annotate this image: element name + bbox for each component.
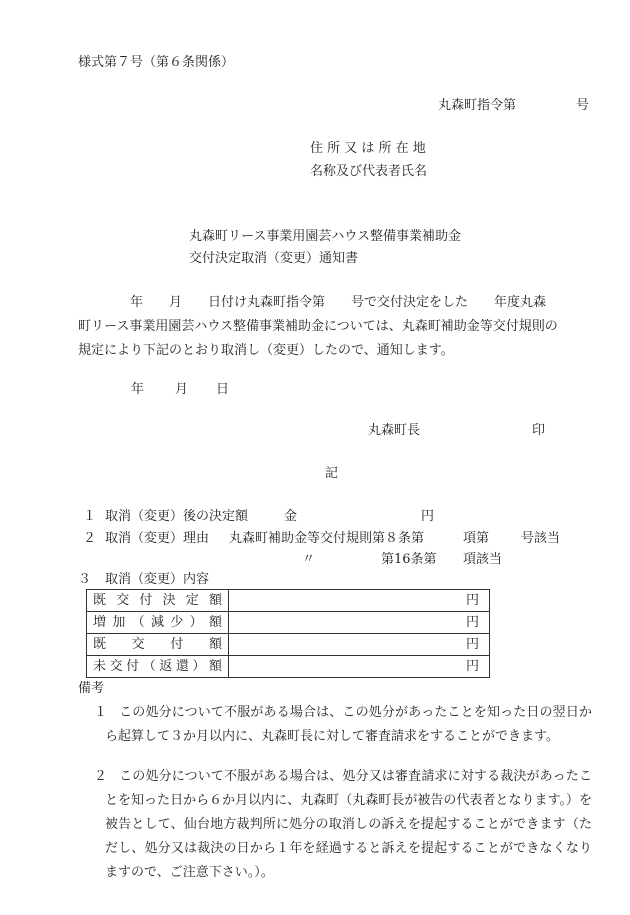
date-month: 月 bbox=[175, 382, 189, 397]
item1-yen: 円 bbox=[421, 509, 435, 524]
body-line-1: 年 月 日付け丸森町指令第 号で交付決定をした 年度丸森 bbox=[78, 295, 547, 310]
table-row bbox=[87, 590, 490, 612]
item1-number: １ bbox=[83, 509, 97, 524]
date-year: 年 bbox=[131, 382, 145, 397]
note1-body: この処分について不服がある場合は、この処分があったことを知った日の翌日から起算して３か月以内に、丸森町長に対して審査請求をすることができます。 bbox=[105, 705, 592, 744]
table-row bbox=[87, 634, 490, 656]
amount-unit: 円 bbox=[229, 656, 490, 678]
note2-text bbox=[105, 765, 592, 885]
amount-unit: 円 bbox=[229, 612, 490, 634]
doc-number-label: 丸森町指令第 bbox=[438, 98, 517, 113]
table-row bbox=[87, 656, 490, 678]
recipient-address-label: 住 所 又 は 所 在 地 bbox=[310, 141, 426, 156]
title-line-1: 丸森町リース事業用園芸ハウス整備事業補助金 bbox=[189, 229, 461, 244]
issuer-name: 丸森町長 bbox=[368, 423, 421, 438]
amount-label: 増加（減少）額 bbox=[87, 612, 229, 634]
remarks-heading: 備考 bbox=[78, 681, 105, 696]
item1-text: 取消（変更）後の決定額 bbox=[105, 509, 249, 524]
amount-table bbox=[86, 589, 490, 678]
item3-number: ３ bbox=[78, 572, 92, 587]
item2-rule: 丸森町補助金等交付規則第８条第 bbox=[229, 531, 425, 546]
note2-body: この処分について不服がある場合は、処分又は審査請求に対する裁決があったことを知った日から６か月以内に、丸森町（丸森町長が被告の代表者となります。）を被告として、仙台地方裁判所に処分の取消しの訴えを提起することができます（ただし、処分又は裁決の日から１年を経過すると訴えを提起することができなくなりますので、ご注意下さい。）。 bbox=[105, 769, 592, 880]
doc-number-suffix: 号 bbox=[576, 98, 590, 113]
note2-number: ２ bbox=[94, 769, 108, 784]
amount-unit: 円 bbox=[229, 634, 490, 656]
table-row bbox=[87, 612, 490, 634]
amount-label: 既交付額 bbox=[87, 634, 229, 656]
note1-text bbox=[105, 701, 592, 749]
amount-label: 未交付（返還）額 bbox=[87, 656, 229, 678]
recipient-name-label: 名称及び代表者氏名 bbox=[310, 164, 428, 179]
item2-number: ２ bbox=[83, 531, 97, 546]
item2-gou: 号該当 bbox=[521, 531, 561, 546]
item2b-ditto: 〃 bbox=[302, 552, 316, 567]
date-day: 日 bbox=[216, 382, 230, 397]
note1-number: １ bbox=[94, 705, 108, 720]
amount-label: 既交付決定額 bbox=[87, 590, 229, 612]
item3-text: 取消（変更）内容 bbox=[105, 572, 210, 587]
ki-heading: 記 bbox=[325, 466, 339, 481]
item2-text: 取消（変更）理由 bbox=[105, 531, 210, 546]
item1-kin: 金 bbox=[284, 509, 298, 524]
item2b-rule: 第16条第 bbox=[381, 552, 437, 567]
issuer-seal: 印 bbox=[532, 423, 546, 438]
form-number: 様式第７号（第６条関係） bbox=[78, 55, 235, 70]
item2-kou: 項第 bbox=[463, 531, 490, 546]
title-line-2: 交付決定取消（変更）通知書 bbox=[189, 251, 359, 266]
body-line-3: 規定により下記のとおり取消し（変更）したので、通知します。 bbox=[78, 343, 454, 358]
item2b-kou: 項該当 bbox=[463, 552, 503, 567]
body-line-2: 町リース事業用園芸ハウス整備事業補助金については、丸森町補助金等交付規則の bbox=[78, 319, 558, 334]
amount-unit: 円 bbox=[229, 590, 490, 612]
